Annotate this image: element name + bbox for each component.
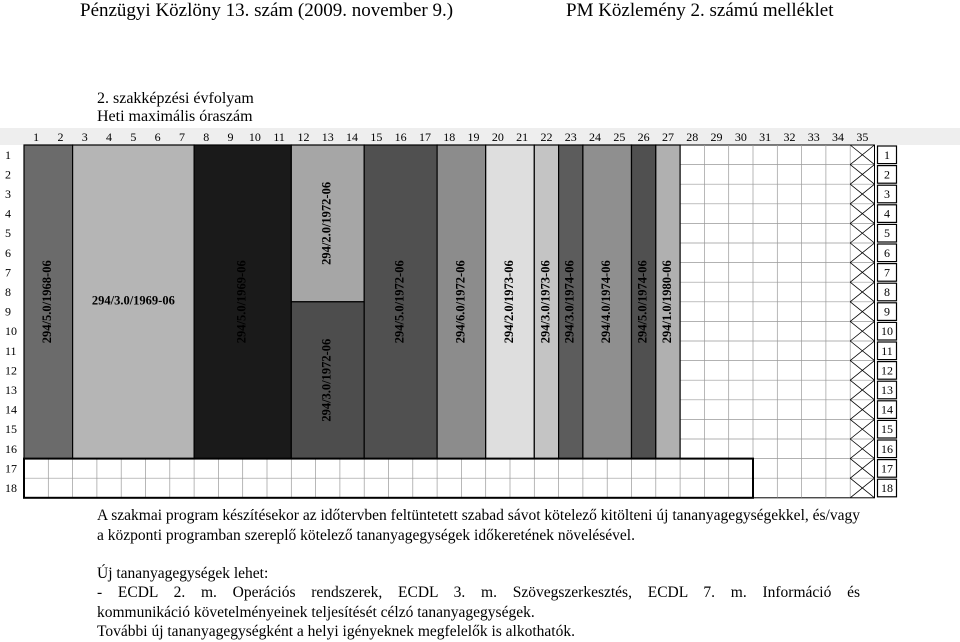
- column-number: 19: [467, 130, 480, 144]
- column-number: 23: [564, 130, 577, 144]
- column-number: 33: [807, 130, 820, 144]
- figure-title: 2. szakképzési évfolyam: [97, 90, 254, 107]
- instruction-paragraph: A szakmai program készítésekor az időtervben feltüntetett szabad sávot kötelező kitölteni új tananyagegységekkel, és/vagy a központi programban szereplő kötelező tananyagegységek időkeretének növelésével.: [97, 507, 860, 544]
- row-number: 5: [884, 226, 890, 241]
- row-number: 18: [881, 481, 893, 495]
- row-number: 13: [5, 383, 17, 397]
- column-number: 6: [154, 130, 161, 144]
- column-number: 29: [710, 130, 723, 144]
- row-number: 14: [881, 402, 893, 417]
- new-units-line: - ECDL 2. m. Operációs rendszerek, ECDL 3. m. Szövegszerkesztés, ECDL 7. m. Információ és: [97, 584, 860, 601]
- subject-block-label: 294/4.0/1974-06: [599, 260, 614, 344]
- column-number: 1: [33, 130, 40, 144]
- row-number: 8: [5, 285, 11, 299]
- subject-block-label: 294/2.0/1972-06: [319, 181, 334, 265]
- row-number: 17: [881, 461, 893, 476]
- row-number: 1: [884, 147, 890, 162]
- column-number: 11: [273, 130, 285, 144]
- column-number: 14: [346, 130, 359, 144]
- new-units-heading: Új tananyagegységek lehet:: [97, 565, 269, 582]
- subject-block-label: 294/5.0/1968-06: [40, 260, 55, 344]
- column-number: 21: [516, 130, 529, 144]
- row-number: 14: [5, 402, 17, 417]
- row-number: 10: [881, 324, 893, 339]
- row-number: 1: [5, 147, 11, 162]
- column-number: 26: [637, 130, 650, 144]
- row-number: 16: [881, 441, 893, 456]
- column-number: 16: [394, 130, 407, 144]
- column-number: 12: [297, 130, 310, 144]
- row-number: 3: [884, 187, 890, 201]
- row-number: 2: [5, 167, 11, 182]
- subject-block-label: 294/5.0/1972-06: [392, 260, 407, 344]
- row-number: 6: [5, 245, 11, 260]
- column-number: 24: [589, 130, 602, 144]
- column-number: 2: [57, 130, 64, 144]
- row-number: 17: [5, 461, 17, 476]
- row-number: 12: [881, 363, 893, 378]
- subject-block-label: 294/3.0/1972-06: [319, 338, 334, 422]
- column-number: 5: [130, 130, 137, 144]
- row-number: 9: [5, 304, 11, 319]
- column-number: 20: [491, 130, 504, 144]
- row-number: 18: [5, 481, 17, 495]
- column-number: 7: [178, 130, 185, 144]
- column-number: 25: [613, 130, 626, 144]
- subject-block-label: 294/2.0/1973-06: [501, 260, 516, 344]
- column-number: 13: [321, 130, 334, 144]
- row-number: 11: [881, 343, 893, 358]
- row-number: 4: [5, 206, 11, 221]
- header-right: PM Közlemény 2. számú melléklet: [566, 0, 834, 21]
- closing-sentence: További új tananyagegységként a helyi igényeknek megfelelők is alkothatók.: [97, 623, 575, 640]
- subject-block-label: 294/3.0/1973-06: [538, 260, 553, 344]
- row-number: 6: [884, 245, 890, 260]
- column-number: 8: [203, 130, 210, 144]
- row-number: 12: [5, 363, 17, 378]
- subject-block-label: 294/5.0/1974-06: [635, 260, 650, 344]
- new-units-line: kommunikáció követelményeinek teljesítését célzó tananyagegységek.: [97, 604, 535, 621]
- row-number: 10: [5, 324, 17, 339]
- subject-block-label: 294/1.0/1980-06: [659, 260, 674, 344]
- row-number: 15: [5, 422, 17, 437]
- column-number: 27: [661, 130, 674, 144]
- row-number: 11: [5, 343, 17, 358]
- header-left: Pénzügyi Közlöny 13. szám (2009. november 9.): [80, 0, 454, 21]
- column-number: 35: [856, 130, 869, 144]
- column-number: 3: [81, 130, 88, 144]
- row-number: 16: [5, 441, 17, 456]
- column-number: 10: [248, 130, 261, 144]
- subject-block-label: 294/3.0/1974-06: [562, 260, 577, 344]
- column-number: 30: [734, 130, 747, 144]
- row-number: 15: [881, 422, 893, 437]
- column-number: 17: [418, 130, 431, 144]
- column-number: 32: [783, 130, 796, 144]
- row-number: 8: [884, 285, 890, 299]
- column-number: 22: [540, 130, 553, 144]
- row-number: 4: [884, 206, 890, 221]
- subject-block-label: 294/3.0/1969-06: [91, 293, 175, 308]
- column-number: 28: [686, 130, 699, 144]
- column-number: 9: [227, 130, 234, 144]
- column-number: 31: [759, 130, 772, 144]
- column-number: 4: [106, 130, 113, 144]
- figure-subtitle: Heti maximális óraszám: [97, 108, 253, 125]
- column-number: 18: [443, 130, 456, 144]
- row-number: 3: [5, 187, 11, 201]
- row-number: 9: [884, 304, 890, 319]
- column-number: 34: [832, 130, 845, 144]
- row-number: 7: [5, 265, 11, 280]
- row-number: 7: [884, 265, 890, 280]
- row-number: 13: [881, 383, 893, 397]
- row-number: 2: [884, 167, 890, 182]
- subject-block-label: 294/5.0/1969-06: [234, 260, 249, 344]
- row-number: 5: [5, 226, 11, 241]
- subject-block-label: 294/6.0/1972-06: [453, 260, 468, 344]
- column-number: 15: [370, 130, 383, 144]
